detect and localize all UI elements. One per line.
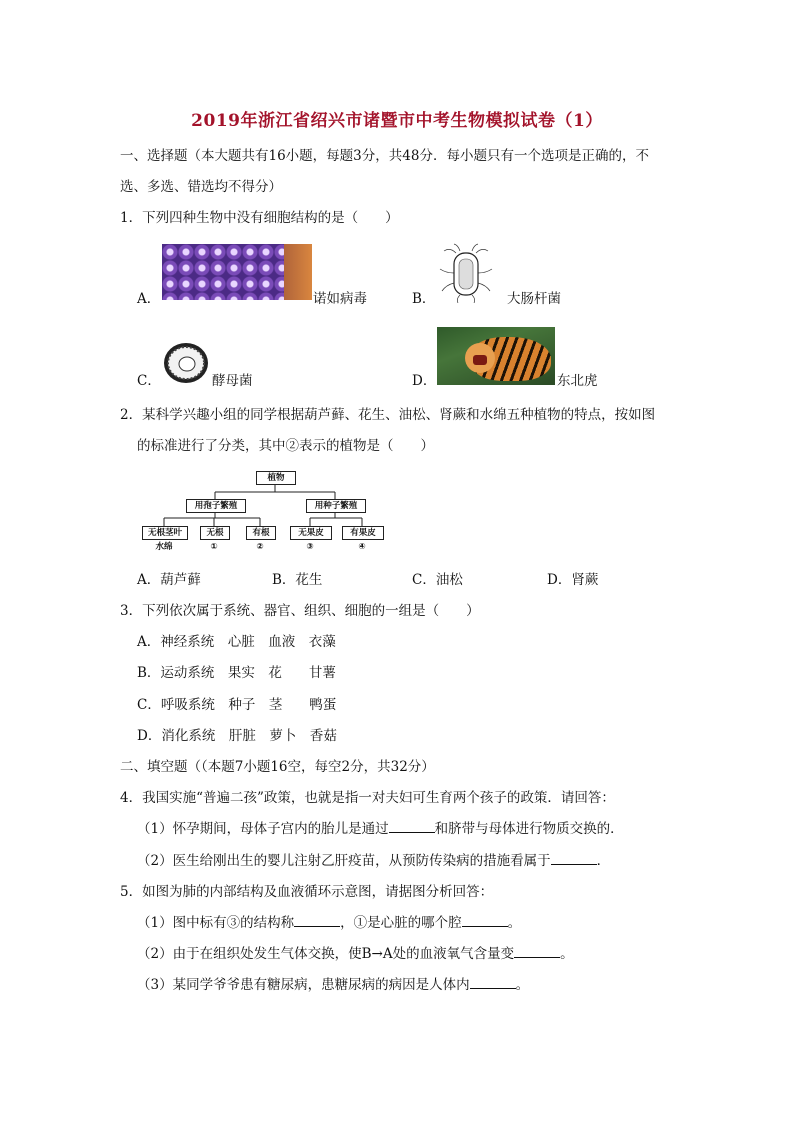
q4-sub2 [137,851,610,871]
q4-sub1 [137,819,624,839]
q2-stem-line2: 的标准进行了分类，其中②表示的植物是（ ） [137,438,434,454]
q2-option-a: A．葫芦藓 [137,572,201,588]
diagram-no-pericarp: 无果皮 [290,526,332,540]
norovirus-image [162,244,312,300]
q2-option-d: D．肾蕨 [547,572,599,588]
classification-diagram [140,468,390,558]
section1-heading-line2: 选、多选、错选均不得分） [120,179,282,195]
q3-option-c: C．呼吸系统 种子 茎 鸭蛋 [137,697,337,713]
q1-option-b-letter: B． [412,291,436,307]
q5-sub1-text-c: 。 [507,915,522,931]
diagram-label-4: ④ [358,542,366,552]
section2-heading: 二、填空题（（本题7小题16空，每空2分，共32分） [120,759,435,775]
q3-option-a: A．神经系统 心脏 血液 衣藻 [137,634,336,650]
answer-blank[interactable] [551,852,597,865]
q4-sub2-text-b: ． [596,853,611,869]
section1-heading-line1: 一、选择题（本大题共有16小题，每题3分，共48分．每小题只有一个选项是正确的，不 [120,148,649,164]
q3-option-d: D．消化系统 肝脏 萝卜 香菇 [137,728,337,744]
diagram-label-shuimian: 水绵 [155,542,173,552]
diagram-label-1: ① [210,542,218,552]
q5-sub1 [137,913,521,933]
diagram-label-2: ② [256,542,264,552]
q5-sub3-text-b: 。 [515,977,530,993]
q2-option-b: B．花生 [272,572,323,588]
q1-option-d-letter: D． [412,373,437,389]
q5-sub2-text-a: （2）由于在组织处发生气体交换，使B→A处的血液氧气含量变 [137,946,515,962]
yeast-image [162,340,210,386]
q3-stem: 3．下列依次属于系统、器官、组织、细胞的一组是（ ） [120,603,480,619]
q4-stem: 4．我国实施“普遍二孩”政策，也就是指一对夫妇可生育两个孩子的政策．请回答： [120,790,615,806]
q2-option-c: C．油松 [412,572,463,588]
diagram-seed: 用种子繁殖 [306,499,366,513]
q1-option-b-label: 大肠杆菌 [507,291,561,307]
q1-option-a-letter: A． [137,291,161,307]
q5-sub1-text-a: （1）图中标有③的结构称 [137,915,295,931]
answer-blank[interactable] [514,945,560,958]
tiger-image [437,327,555,385]
q5-sub3 [137,975,529,995]
answer-blank[interactable] [389,820,435,833]
q5-sub2-text-b: 。 [560,946,574,962]
q5-sub2 [137,944,574,964]
q1-option-c-letter: C． [137,373,161,389]
diagram-spore: 用孢子繁殖 [186,499,246,513]
diagram-has-root: 有根 [246,526,276,540]
q4-sub2-text-a: （2）医生给刚出生的婴儿注射乙肝疫苗，从预防传染病的措施看属于 [137,853,551,869]
diagram-root: 植物 [256,471,296,485]
q1-option-d-label: 东北虎 [557,373,598,389]
q1-stem: 1．下列四种生物中没有细胞结构的是（ ） [120,210,399,226]
q3-option-b: B．运动系统 果实 花 甘薯 [137,665,336,681]
answer-blank[interactable] [294,914,340,927]
diagram-has-pericarp: 有果皮 [342,526,384,540]
answer-blank[interactable] [470,976,516,989]
q5-sub3-text-a: （3）某同学爷爷患有糖尿病，患糖尿病的病因是人体内 [137,977,470,993]
q1-option-c-label: 酵母菌 [212,373,253,389]
diagram-label-3: ③ [306,542,314,552]
q4-sub1-text-a: （1）怀孕期间，母体子宫内的胎儿是通过 [137,821,389,837]
q1-option-a-label: 诺如病毒 [313,291,367,307]
q4-sub1-text-b: 和脐带与母体进行物质交换的． [434,821,624,837]
diagram-no-root: 无根 [200,526,230,540]
q5-stem: 5．如图为肺的内部结构及血液循环示意图，请据图分析回答： [120,884,494,900]
page-title: 2019年浙江省绍兴市诸暨市中考生物模拟试卷（1） [191,111,603,131]
diagram-no-root-stem-leaf: 无根茎叶 [142,526,188,540]
q2-stem-line1: 2．某科学兴趣小组的同学根据葫芦藓、花生、油松、肾蕨和水绵五种植物的特点，按如图 [120,407,656,423]
ecoli-image [436,243,496,303]
q5-sub1-text-b: ，①是心脏的哪个腔 [340,915,462,931]
answer-blank[interactable] [462,914,508,927]
